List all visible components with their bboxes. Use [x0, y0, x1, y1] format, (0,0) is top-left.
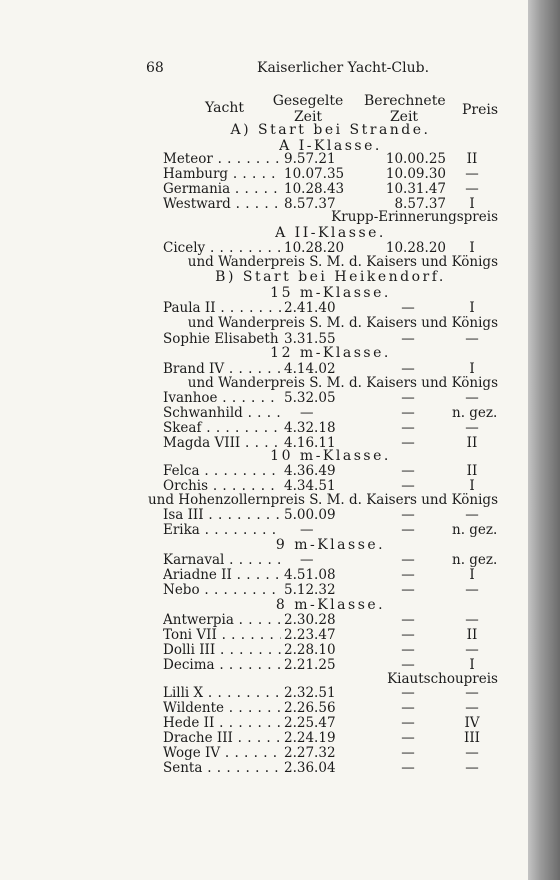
class-heading: 12 m-Klasse.	[270, 345, 391, 361]
result-row: Karnaval . . . — — n. gez.	[0, 552, 528, 568]
result-row: Woge IV . . . 2.27.32 — —	[0, 745, 528, 761]
result-row: Decima . . . 2.21.25 — I	[0, 657, 528, 673]
column-preis: Preis	[462, 102, 499, 118]
result-row: Toni VII . . . 2.23.47 — II	[0, 627, 528, 643]
column-berechnete-zeit: Berechnete Zeit	[364, 93, 446, 125]
column-yacht: Yacht	[205, 100, 244, 116]
class-heading: A I-Klasse.	[279, 138, 382, 154]
class-heading: 9 m-Klasse.	[275, 537, 386, 553]
result-row: Sophie Elisabeth 3.31.55 — —	[163, 331, 479, 347]
section-heading: B) Start bei Heikendorf.	[215, 269, 446, 285]
result-row: Drache III . . . 2.24.19 — III	[0, 730, 528, 746]
prize-note: Krupp-Erinnerungspreis	[331, 209, 498, 225]
class-heading: A II-Klasse.	[275, 225, 386, 241]
prize-note: Kiautschoupreis	[387, 671, 498, 687]
result-row: Lilli X . . . 2.32.51 — —	[0, 685, 528, 701]
result-row: Dolli III . . . 2.28.10 — —	[0, 642, 528, 658]
result-row: Senta . . . 2.36.04 — —	[0, 760, 528, 776]
prize-note: und Wanderpreis S. M. d. Kaisers und Königs	[187, 254, 498, 270]
running-title: Kaiserlicher Yacht-Club.	[257, 60, 430, 76]
result-row: Westward . . . 8.57.37 8.57.37 I	[0, 196, 528, 212]
result-row: Erika . . . — — n. gez.	[0, 522, 528, 538]
result-row: Brand IV . . . 4.14.02 — I	[0, 361, 528, 377]
result-row: Hede II . . . 2.25.47 — IV	[0, 715, 528, 731]
result-row: Paula II . . . 2.41.40 — I	[0, 300, 528, 316]
result-row: Schwanhild . . . — — n. gez.	[0, 405, 528, 421]
result-row: Antwerpia . . . 2.30.28 — —	[0, 612, 528, 628]
result-row: Nebo . . . 5.12.32 — —	[0, 582, 528, 598]
result-row: Isa III . . . 5.00.09 — —	[0, 507, 528, 523]
result-row: Wildente . . . 2.26.56 — —	[0, 700, 528, 716]
result-row: Magda VIII . . . 4.16.11 — II	[0, 435, 528, 451]
column-gesegelte-zeit: Gesegelte Zeit	[272, 93, 344, 125]
result-row: Hamburg . . . 10.07.35 10.09.30 —	[0, 166, 528, 182]
class-heading: 8 m-Klasse.	[275, 597, 386, 613]
result-row: Meteor . . . 9.57.21 10.00.25 II	[0, 151, 528, 167]
result-row: Felca . . . 4.36.49 — II	[0, 463, 528, 479]
section-heading: A) Start bei Strande.	[230, 122, 431, 138]
result-row: Skeaf . . . 4.32.18 — —	[0, 420, 528, 436]
page-number: 68	[146, 60, 164, 76]
page-edge	[528, 0, 560, 880]
class-heading: 10 m-Klasse.	[270, 448, 391, 464]
result-row: Germania . . . 10.28.43 10.31.47 —	[0, 181, 528, 197]
result-row: Orchis . . . 4.34.51 — I	[0, 478, 528, 494]
prize-note: und Hohenzollernpreis S. M. d. Kaisers und Königs	[147, 492, 498, 508]
result-row: Ivanhoe . . . 5.32.05 — —	[0, 390, 528, 406]
prize-note: und Wanderpreis S. M. d. Kaisers und Königs	[187, 375, 498, 391]
class-heading: 15 m-Klasse.	[270, 285, 391, 301]
prize-note: und Wanderpreis S. M. d. Kaisers und Königs	[187, 315, 498, 331]
result-row: Ariadne II . . . 4.51.08 — I	[0, 567, 528, 583]
result-row: Cicely . . . 10.28.20 10.28.20 I	[0, 240, 528, 256]
